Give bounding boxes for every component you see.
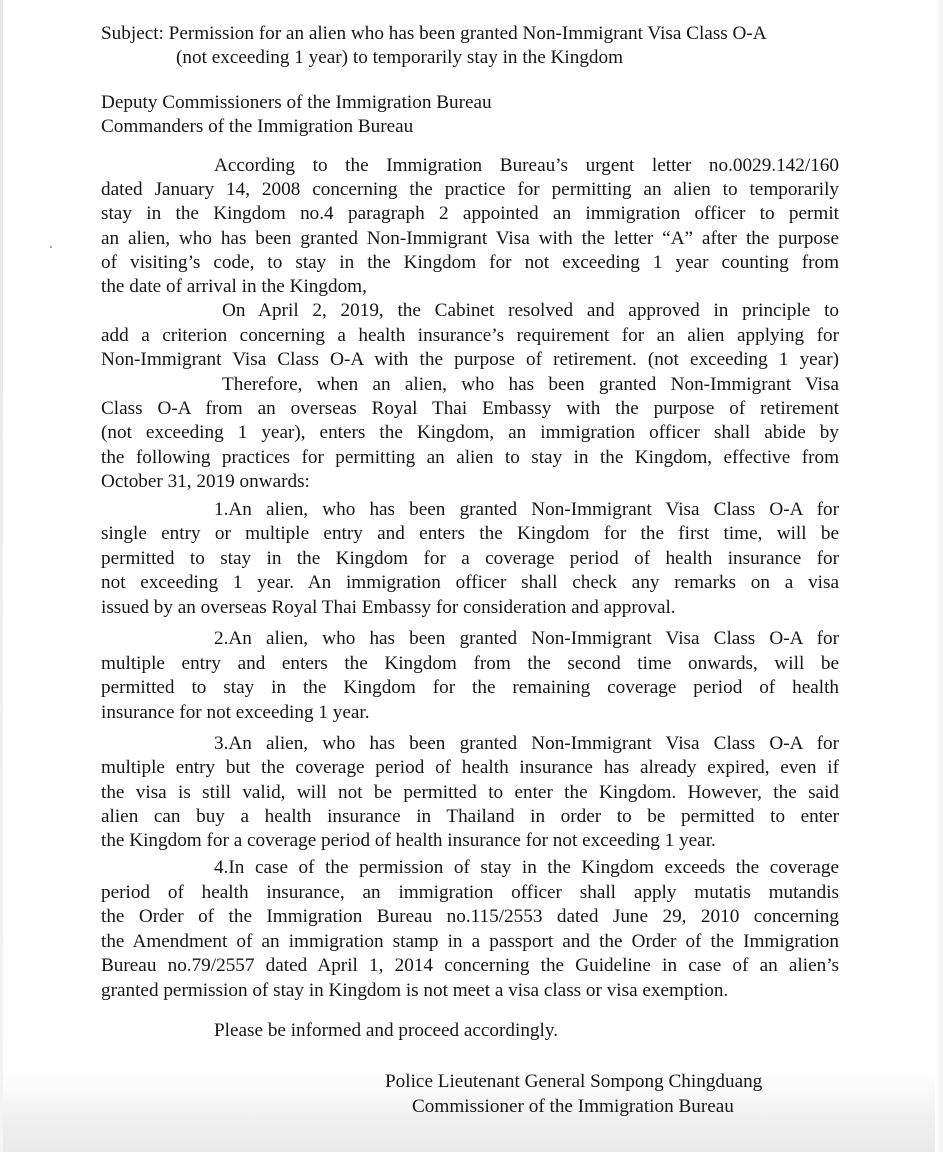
body-line: dated January 14, 2008 concerning the practice for permitting an alien to temporarily — [101, 179, 839, 200]
list-item-line: permitted to stay in the Kingdom for a coverage period of health insurance for — [101, 548, 839, 569]
scan-right-edge — [935, 0, 943, 1152]
body-line: of visiting’s code, to stay in the Kingdom for not exceeding 1 year counting from — [101, 252, 839, 273]
recipient-line: Deputy Commissioners of the Immigration Bureau — [101, 92, 492, 113]
list-item-line: the Amendment of an immigration stamp in a passport and the Order of the Immigration — [101, 931, 839, 952]
body-line: Class O-A from an overseas Royal Thai Embassy with the purpose of retirement — [101, 398, 839, 419]
body-line: the date of arrival in the Kingdom, — [101, 276, 367, 297]
body-line: Therefore, when an alien, who has been granted Non-Immigrant Visa — [222, 374, 839, 395]
signatory-name: Police Lieutenant General Sompong Chingduang — [385, 1071, 763, 1092]
list-item-line: granted permission of stay in Kingdom is not meet a visa class or visa exemption. — [101, 980, 729, 1001]
subject-line-2: (not exceeding 1 year) to temporarily stay in the Kingdom — [176, 47, 624, 68]
body-line: Non-Immigrant Visa Class O-A with the purpose of retirement. (not exceeding 1 year) — [101, 349, 839, 370]
subject-line-1: Subject: Permission for an alien who has been granted Non-Immigrant Visa Class O-A — [101, 23, 767, 44]
body-line: add a criterion concerning a health insurance’s requirement for an alien applying for — [101, 325, 839, 346]
body-line: According to the Immigration Bureau’s urgent letter no.0029.142/160 — [214, 155, 839, 176]
list-item-line: permitted to stay in the Kingdom for the remaining coverage period of health — [101, 677, 839, 698]
body-line: On April 2, 2019, the Cabinet resolved and approved in principle to — [222, 300, 839, 321]
list-item-line: 1.An alien, who has been granted Non-Immigrant Visa Class O-A for — [214, 499, 839, 520]
list-item-line: multiple entry and enters the Kingdom from the second time onwards, will be — [101, 653, 839, 674]
list-item-line: 4.In case of the permission of stay in the Kingdom exceeds the coverage — [214, 857, 839, 878]
list-item-line: the Kingdom for a coverage period of health insurance for not exceeding 1 year. — [101, 830, 716, 851]
list-item-line: issued by an overseas Royal Thai Embassy for consideration and approval. — [101, 597, 676, 618]
scan-speck — [50, 246, 52, 248]
body-line: an alien, who has been granted Non-Immigrant Visa with the letter “A” after the purpose — [101, 228, 839, 249]
list-item-line: 2.An alien, who has been granted Non-Immigrant Visa Class O-A for — [214, 628, 839, 649]
list-item-line: Bureau no.79/2557 dated April 1, 2014 concerning the Guideline in case of an alien’s — [101, 955, 839, 976]
body-line: the following practices for permitting an alien to stay in the Kingdom, effective from — [101, 447, 839, 468]
list-item-line: single entry or multiple entry and enters the Kingdom for the first time, will be — [101, 523, 839, 544]
closing-line: Please be informed and proceed accordingly. — [214, 1020, 558, 1041]
list-item-line: 3.An alien, who has been granted Non-Immigrant Visa Class O-A for — [214, 733, 839, 754]
list-item-line: not exceeding 1 year. An immigration officer shall check any remarks on a visa — [101, 572, 839, 593]
scan-left-edge — [0, 0, 3, 1152]
list-item-line: alien can buy a health insurance in Thailand in order to be permitted to enter — [101, 806, 839, 827]
list-item-line: multiple entry but the coverage period of health insurance has already expired, even if — [101, 757, 839, 778]
body-line: stay in the Kingdom no.4 paragraph 2 appointed an immigration officer to permit — [101, 203, 839, 224]
list-item-line: period of health insurance, an immigration officer shall apply mutatis mutandis — [101, 882, 839, 903]
list-item-line: the Order of the Immigration Bureau no.115/2553 dated June 29, 2010 concerning — [101, 906, 839, 927]
list-item-line: insurance for not exceeding 1 year. — [101, 702, 370, 723]
signatory-title: Commissioner of the Immigration Bureau — [412, 1096, 734, 1117]
body-line: October 31, 2019 onwards: — [101, 471, 310, 492]
body-line: (not exceeding 1 year), enters the Kingdom, an immigration officer shall abide by — [101, 422, 839, 443]
list-item-line: the visa is still valid, will not be permitted to enter the Kingdom. However, the said — [101, 782, 839, 803]
recipient-line: Commanders of the Immigration Bureau — [101, 116, 414, 137]
